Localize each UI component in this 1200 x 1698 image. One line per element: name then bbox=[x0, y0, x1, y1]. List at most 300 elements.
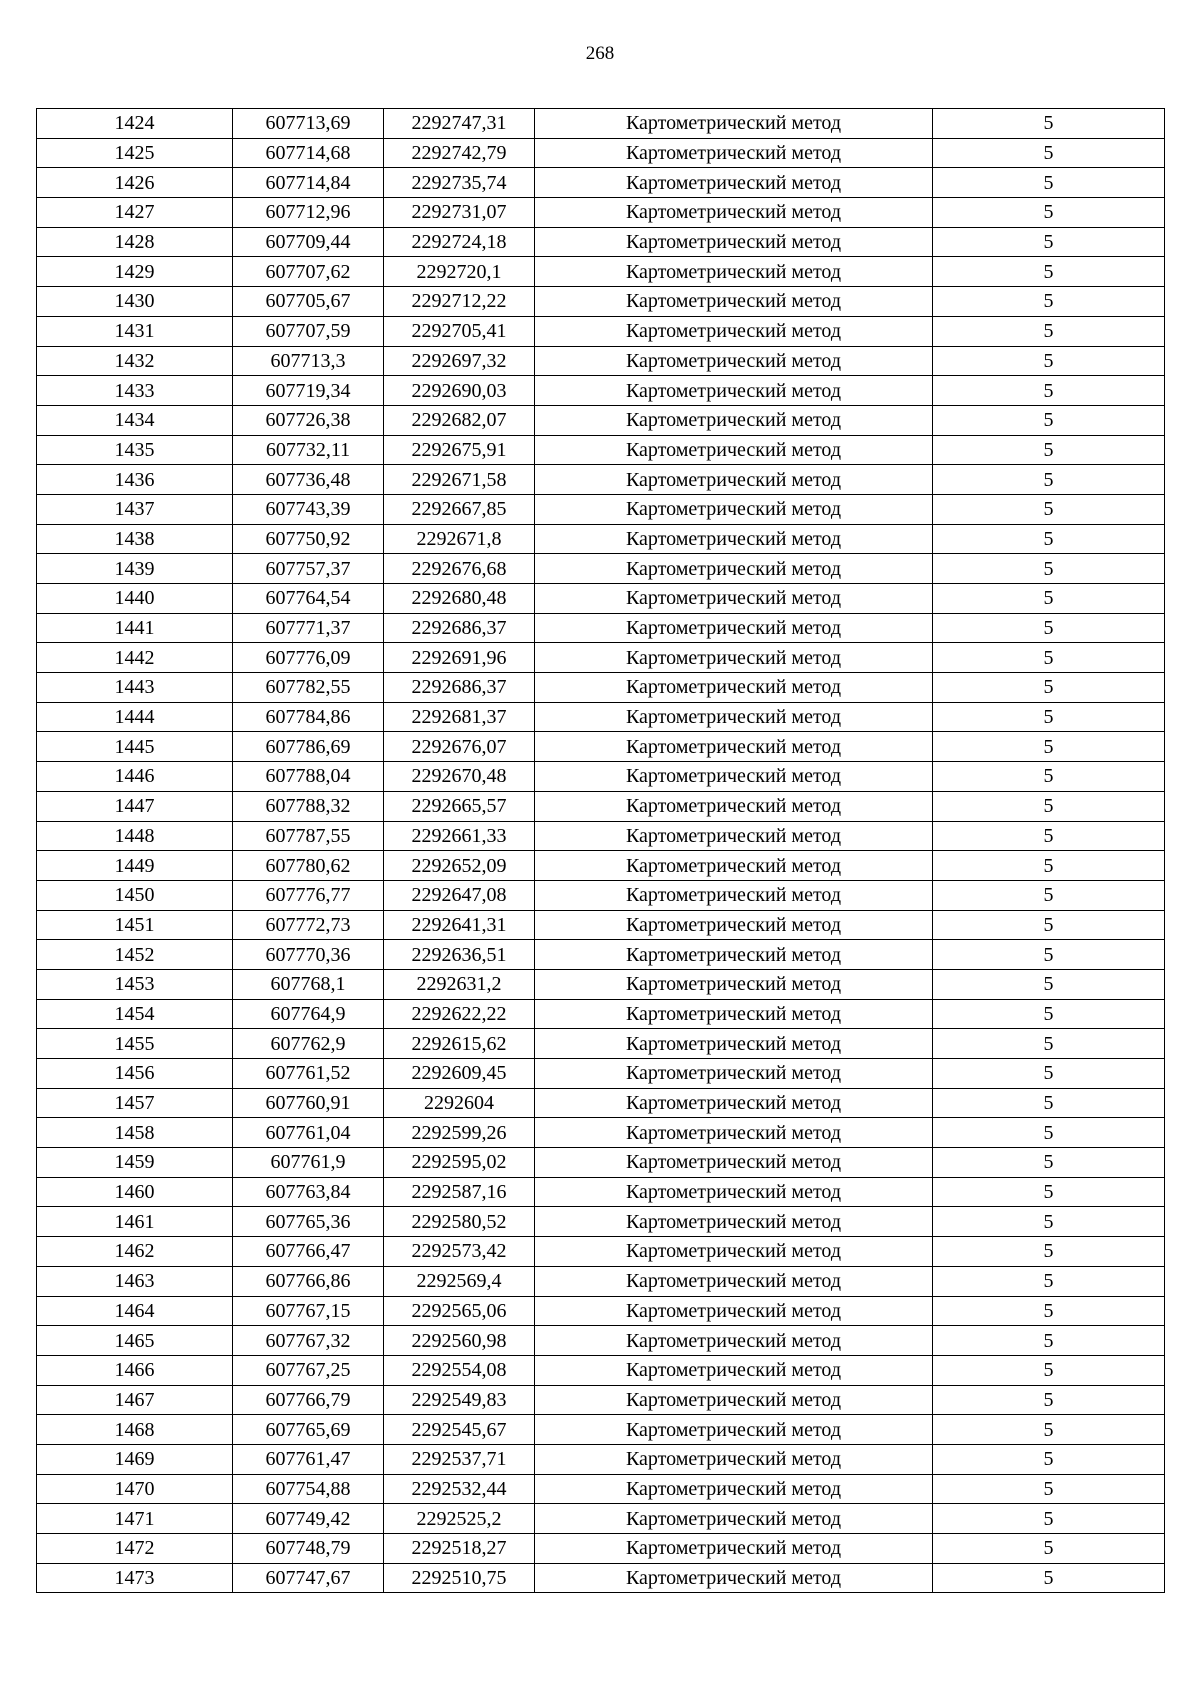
y-coordinate-cell: 2292532,44 bbox=[384, 1474, 535, 1504]
y-coordinate-cell: 2292724,18 bbox=[384, 227, 535, 257]
table-row bbox=[37, 1266, 1165, 1296]
accuracy-cell: 5 bbox=[933, 1504, 1165, 1534]
x-coordinate-cell: 607765,69 bbox=[233, 1415, 384, 1445]
method-cell: Картометрический метод bbox=[535, 316, 933, 346]
accuracy-cell: 5 bbox=[933, 762, 1165, 792]
accuracy-cell: 5 bbox=[933, 1088, 1165, 1118]
method-cell: Картометрический метод bbox=[535, 910, 933, 940]
table-row bbox=[37, 851, 1165, 881]
y-coordinate-cell: 2292554,08 bbox=[384, 1355, 535, 1385]
x-coordinate-cell: 607782,55 bbox=[233, 673, 384, 703]
accuracy-cell: 5 bbox=[933, 999, 1165, 1029]
x-coordinate-cell: 607713,3 bbox=[233, 346, 384, 376]
method-cell: Картометрический метод bbox=[535, 1148, 933, 1178]
y-coordinate-cell: 2292705,41 bbox=[384, 316, 535, 346]
y-coordinate-cell: 2292690,03 bbox=[384, 376, 535, 406]
method-cell: Картометрический метод bbox=[535, 851, 933, 881]
method-cell: Картометрический метод bbox=[535, 762, 933, 792]
accuracy-cell: 5 bbox=[933, 1534, 1165, 1564]
accuracy-cell: 5 bbox=[933, 109, 1165, 139]
point-number-cell: 1428 bbox=[37, 227, 233, 257]
table-row bbox=[37, 405, 1165, 435]
method-cell: Картометрический метод bbox=[535, 1118, 933, 1148]
y-coordinate-cell: 2292647,08 bbox=[384, 880, 535, 910]
point-number-cell: 1430 bbox=[37, 287, 233, 317]
table-body bbox=[37, 109, 1165, 1593]
y-coordinate-cell: 2292549,83 bbox=[384, 1385, 535, 1415]
method-cell: Картометрический метод bbox=[535, 999, 933, 1029]
method-cell: Картометрический метод bbox=[535, 1177, 933, 1207]
x-coordinate-cell: 607761,04 bbox=[233, 1118, 384, 1148]
x-coordinate-cell: 607714,84 bbox=[233, 168, 384, 198]
x-coordinate-cell: 607761,9 bbox=[233, 1148, 384, 1178]
table-row bbox=[37, 227, 1165, 257]
table-row bbox=[37, 702, 1165, 732]
point-number-cell: 1469 bbox=[37, 1444, 233, 1474]
accuracy-cell: 5 bbox=[933, 1148, 1165, 1178]
method-cell: Картометрический метод bbox=[535, 198, 933, 228]
point-number-cell: 1454 bbox=[37, 999, 233, 1029]
method-cell: Картометрический метод bbox=[535, 376, 933, 406]
accuracy-cell: 5 bbox=[933, 198, 1165, 228]
table-row bbox=[37, 1534, 1165, 1564]
x-coordinate-cell: 607732,11 bbox=[233, 435, 384, 465]
point-number-cell: 1467 bbox=[37, 1385, 233, 1415]
method-cell: Картометрический метод bbox=[535, 109, 933, 139]
y-coordinate-cell: 2292622,22 bbox=[384, 999, 535, 1029]
accuracy-cell: 5 bbox=[933, 1177, 1165, 1207]
table-row bbox=[37, 732, 1165, 762]
x-coordinate-cell: 607712,96 bbox=[233, 198, 384, 228]
method-cell: Картометрический метод bbox=[535, 1385, 933, 1415]
point-number-cell: 1470 bbox=[37, 1474, 233, 1504]
y-coordinate-cell: 2292569,4 bbox=[384, 1266, 535, 1296]
method-cell: Картометрический метод bbox=[535, 584, 933, 614]
point-number-cell: 1456 bbox=[37, 1059, 233, 1089]
point-number-cell: 1450 bbox=[37, 880, 233, 910]
table-row bbox=[37, 1029, 1165, 1059]
y-coordinate-cell: 2292675,91 bbox=[384, 435, 535, 465]
method-cell: Картометрический метод bbox=[535, 524, 933, 554]
y-coordinate-cell: 2292604 bbox=[384, 1088, 535, 1118]
method-cell: Картометрический метод bbox=[535, 1266, 933, 1296]
table-row bbox=[37, 1504, 1165, 1534]
method-cell: Картометрический метод bbox=[535, 1444, 933, 1474]
y-coordinate-cell: 2292615,62 bbox=[384, 1029, 535, 1059]
y-coordinate-cell: 2292731,07 bbox=[384, 198, 535, 228]
table-row bbox=[37, 910, 1165, 940]
accuracy-cell: 5 bbox=[933, 732, 1165, 762]
point-number-cell: 1468 bbox=[37, 1415, 233, 1445]
accuracy-cell: 5 bbox=[933, 554, 1165, 584]
y-coordinate-cell: 2292720,1 bbox=[384, 257, 535, 287]
method-cell: Картометрический метод bbox=[535, 465, 933, 495]
method-cell: Картометрический метод bbox=[535, 1059, 933, 1089]
x-coordinate-cell: 607767,32 bbox=[233, 1326, 384, 1356]
accuracy-cell: 5 bbox=[933, 346, 1165, 376]
x-coordinate-cell: 607750,92 bbox=[233, 524, 384, 554]
accuracy-cell: 5 bbox=[933, 821, 1165, 851]
accuracy-cell: 5 bbox=[933, 524, 1165, 554]
x-coordinate-cell: 607760,91 bbox=[233, 1088, 384, 1118]
table-row bbox=[37, 198, 1165, 228]
x-coordinate-cell: 607764,9 bbox=[233, 999, 384, 1029]
accuracy-cell: 5 bbox=[933, 435, 1165, 465]
x-coordinate-cell: 607707,59 bbox=[233, 316, 384, 346]
accuracy-cell: 5 bbox=[933, 257, 1165, 287]
point-number-cell: 1439 bbox=[37, 554, 233, 584]
method-cell: Картометрический метод bbox=[535, 494, 933, 524]
accuracy-cell: 5 bbox=[933, 613, 1165, 643]
method-cell: Картометрический метод bbox=[535, 1326, 933, 1356]
y-coordinate-cell: 2292641,31 bbox=[384, 910, 535, 940]
point-number-cell: 1432 bbox=[37, 346, 233, 376]
accuracy-cell: 5 bbox=[933, 1296, 1165, 1326]
method-cell: Картометрический метод bbox=[535, 1029, 933, 1059]
x-coordinate-cell: 607776,77 bbox=[233, 880, 384, 910]
x-coordinate-cell: 607767,25 bbox=[233, 1355, 384, 1385]
method-cell: Картометрический метод bbox=[535, 1296, 933, 1326]
x-coordinate-cell: 607754,88 bbox=[233, 1474, 384, 1504]
accuracy-cell: 5 bbox=[933, 405, 1165, 435]
table-row bbox=[37, 584, 1165, 614]
y-coordinate-cell: 2292525,2 bbox=[384, 1504, 535, 1534]
x-coordinate-cell: 607768,1 bbox=[233, 969, 384, 999]
point-number-cell: 1448 bbox=[37, 821, 233, 851]
point-number-cell: 1465 bbox=[37, 1326, 233, 1356]
table-row bbox=[37, 1415, 1165, 1445]
y-coordinate-cell: 2292691,96 bbox=[384, 643, 535, 673]
accuracy-cell: 5 bbox=[933, 1207, 1165, 1237]
x-coordinate-cell: 607749,42 bbox=[233, 1504, 384, 1534]
accuracy-cell: 5 bbox=[933, 1474, 1165, 1504]
y-coordinate-cell: 2292697,32 bbox=[384, 346, 535, 376]
point-number-cell: 1463 bbox=[37, 1266, 233, 1296]
y-coordinate-cell: 2292661,33 bbox=[384, 821, 535, 851]
table-row bbox=[37, 109, 1165, 139]
x-coordinate-cell: 607761,47 bbox=[233, 1444, 384, 1474]
point-number-cell: 1457 bbox=[37, 1088, 233, 1118]
y-coordinate-cell: 2292686,37 bbox=[384, 673, 535, 703]
method-cell: Картометрический метод bbox=[535, 1415, 933, 1445]
table-row bbox=[37, 287, 1165, 317]
y-coordinate-cell: 2292670,48 bbox=[384, 762, 535, 792]
point-number-cell: 1471 bbox=[37, 1504, 233, 1534]
x-coordinate-cell: 607784,86 bbox=[233, 702, 384, 732]
x-coordinate-cell: 607761,52 bbox=[233, 1059, 384, 1089]
x-coordinate-cell: 607776,09 bbox=[233, 643, 384, 673]
y-coordinate-cell: 2292742,79 bbox=[384, 138, 535, 168]
point-number-cell: 1443 bbox=[37, 673, 233, 703]
y-coordinate-cell: 2292682,07 bbox=[384, 405, 535, 435]
table-row bbox=[37, 1059, 1165, 1089]
table-row bbox=[37, 673, 1165, 703]
accuracy-cell: 5 bbox=[933, 702, 1165, 732]
y-coordinate-cell: 2292599,26 bbox=[384, 1118, 535, 1148]
x-coordinate-cell: 607788,32 bbox=[233, 791, 384, 821]
table-row bbox=[37, 1148, 1165, 1178]
method-cell: Картометрический метод bbox=[535, 613, 933, 643]
x-coordinate-cell: 607762,9 bbox=[233, 1029, 384, 1059]
accuracy-cell: 5 bbox=[933, 1266, 1165, 1296]
y-coordinate-cell: 2292671,58 bbox=[384, 465, 535, 495]
y-coordinate-cell: 2292735,74 bbox=[384, 168, 535, 198]
y-coordinate-cell: 2292676,07 bbox=[384, 732, 535, 762]
table-row bbox=[37, 1177, 1165, 1207]
accuracy-cell: 5 bbox=[933, 880, 1165, 910]
y-coordinate-cell: 2292565,06 bbox=[384, 1296, 535, 1326]
point-number-cell: 1438 bbox=[37, 524, 233, 554]
x-coordinate-cell: 607743,39 bbox=[233, 494, 384, 524]
point-number-cell: 1445 bbox=[37, 732, 233, 762]
point-number-cell: 1434 bbox=[37, 405, 233, 435]
method-cell: Картометрический метод bbox=[535, 227, 933, 257]
accuracy-cell: 5 bbox=[933, 1563, 1165, 1593]
point-number-cell: 1429 bbox=[37, 257, 233, 287]
table-row bbox=[37, 1237, 1165, 1267]
x-coordinate-cell: 607719,34 bbox=[233, 376, 384, 406]
y-coordinate-cell: 2292537,71 bbox=[384, 1444, 535, 1474]
table-row bbox=[37, 1088, 1165, 1118]
point-number-cell: 1442 bbox=[37, 643, 233, 673]
point-number-cell: 1461 bbox=[37, 1207, 233, 1237]
table-row bbox=[37, 524, 1165, 554]
point-number-cell: 1437 bbox=[37, 494, 233, 524]
accuracy-cell: 5 bbox=[933, 1326, 1165, 1356]
method-cell: Картометрический метод bbox=[535, 969, 933, 999]
table-row bbox=[37, 376, 1165, 406]
accuracy-cell: 5 bbox=[933, 138, 1165, 168]
accuracy-cell: 5 bbox=[933, 1118, 1165, 1148]
x-coordinate-cell: 607707,62 bbox=[233, 257, 384, 287]
table-row bbox=[37, 1444, 1165, 1474]
accuracy-cell: 5 bbox=[933, 1444, 1165, 1474]
accuracy-cell: 5 bbox=[933, 494, 1165, 524]
method-cell: Картометрический метод bbox=[535, 1237, 933, 1267]
y-coordinate-cell: 2292676,68 bbox=[384, 554, 535, 584]
x-coordinate-cell: 607747,67 bbox=[233, 1563, 384, 1593]
method-cell: Картометрический метод bbox=[535, 1504, 933, 1534]
table-row bbox=[37, 999, 1165, 1029]
accuracy-cell: 5 bbox=[933, 910, 1165, 940]
x-coordinate-cell: 607714,68 bbox=[233, 138, 384, 168]
point-number-cell: 1431 bbox=[37, 316, 233, 346]
point-number-cell: 1472 bbox=[37, 1534, 233, 1564]
accuracy-cell: 5 bbox=[933, 1059, 1165, 1089]
y-coordinate-cell: 2292636,51 bbox=[384, 940, 535, 970]
point-number-cell: 1464 bbox=[37, 1296, 233, 1326]
method-cell: Картометрический метод bbox=[535, 940, 933, 970]
x-coordinate-cell: 607787,55 bbox=[233, 821, 384, 851]
x-coordinate-cell: 607767,15 bbox=[233, 1296, 384, 1326]
x-coordinate-cell: 607780,62 bbox=[233, 851, 384, 881]
accuracy-cell: 5 bbox=[933, 316, 1165, 346]
point-number-cell: 1440 bbox=[37, 584, 233, 614]
table-row bbox=[37, 257, 1165, 287]
accuracy-cell: 5 bbox=[933, 969, 1165, 999]
method-cell: Картометрический метод bbox=[535, 1355, 933, 1385]
y-coordinate-cell: 2292595,02 bbox=[384, 1148, 535, 1178]
table-row bbox=[37, 1355, 1165, 1385]
table-row bbox=[37, 1563, 1165, 1593]
y-coordinate-cell: 2292712,22 bbox=[384, 287, 535, 317]
table-row bbox=[37, 1326, 1165, 1356]
method-cell: Картометрический метод bbox=[535, 168, 933, 198]
method-cell: Картометрический метод bbox=[535, 1474, 933, 1504]
method-cell: Картометрический метод bbox=[535, 138, 933, 168]
accuracy-cell: 5 bbox=[933, 1355, 1165, 1385]
method-cell: Картометрический метод bbox=[535, 554, 933, 584]
y-coordinate-cell: 2292609,45 bbox=[384, 1059, 535, 1089]
method-cell: Картометрический метод bbox=[535, 880, 933, 910]
table-row bbox=[37, 494, 1165, 524]
point-number-cell: 1433 bbox=[37, 376, 233, 406]
point-number-cell: 1459 bbox=[37, 1148, 233, 1178]
accuracy-cell: 5 bbox=[933, 168, 1165, 198]
method-cell: Картометрический метод bbox=[535, 1534, 933, 1564]
point-number-cell: 1441 bbox=[37, 613, 233, 643]
method-cell: Картометрический метод bbox=[535, 821, 933, 851]
x-coordinate-cell: 607763,84 bbox=[233, 1177, 384, 1207]
table-row bbox=[37, 1385, 1165, 1415]
y-coordinate-cell: 2292680,48 bbox=[384, 584, 535, 614]
table-row bbox=[37, 1207, 1165, 1237]
y-coordinate-cell: 2292681,37 bbox=[384, 702, 535, 732]
table-row bbox=[37, 346, 1165, 376]
table-row bbox=[37, 940, 1165, 970]
point-number-cell: 1436 bbox=[37, 465, 233, 495]
point-number-cell: 1424 bbox=[37, 109, 233, 139]
table-row bbox=[37, 643, 1165, 673]
y-coordinate-cell: 2292652,09 bbox=[384, 851, 535, 881]
point-number-cell: 1462 bbox=[37, 1237, 233, 1267]
point-number-cell: 1447 bbox=[37, 791, 233, 821]
x-coordinate-cell: 607709,44 bbox=[233, 227, 384, 257]
method-cell: Картометрический метод bbox=[535, 346, 933, 376]
method-cell: Картометрический метод bbox=[535, 435, 933, 465]
point-number-cell: 1460 bbox=[37, 1177, 233, 1207]
y-coordinate-cell: 2292518,27 bbox=[384, 1534, 535, 1564]
accuracy-cell: 5 bbox=[933, 1385, 1165, 1415]
method-cell: Картометрический метод bbox=[535, 257, 933, 287]
table-row bbox=[37, 969, 1165, 999]
x-coordinate-cell: 607736,48 bbox=[233, 465, 384, 495]
accuracy-cell: 5 bbox=[933, 1029, 1165, 1059]
y-coordinate-cell: 2292686,37 bbox=[384, 613, 535, 643]
x-coordinate-cell: 607788,04 bbox=[233, 762, 384, 792]
method-cell: Картометрический метод bbox=[535, 673, 933, 703]
y-coordinate-cell: 2292545,67 bbox=[384, 1415, 535, 1445]
accuracy-cell: 5 bbox=[933, 673, 1165, 703]
method-cell: Картометрический метод bbox=[535, 702, 933, 732]
y-coordinate-cell: 2292573,42 bbox=[384, 1237, 535, 1267]
point-number-cell: 1449 bbox=[37, 851, 233, 881]
x-coordinate-cell: 607786,69 bbox=[233, 732, 384, 762]
table-row bbox=[37, 316, 1165, 346]
table-row bbox=[37, 791, 1165, 821]
table-row bbox=[37, 1474, 1165, 1504]
table-row bbox=[37, 762, 1165, 792]
point-number-cell: 1444 bbox=[37, 702, 233, 732]
point-number-cell: 1446 bbox=[37, 762, 233, 792]
accuracy-cell: 5 bbox=[933, 1415, 1165, 1445]
x-coordinate-cell: 607705,67 bbox=[233, 287, 384, 317]
accuracy-cell: 5 bbox=[933, 940, 1165, 970]
page-number: 268 bbox=[585, 43, 615, 64]
point-number-cell: 1426 bbox=[37, 168, 233, 198]
accuracy-cell: 5 bbox=[933, 584, 1165, 614]
x-coordinate-cell: 607713,69 bbox=[233, 109, 384, 139]
x-coordinate-cell: 607766,86 bbox=[233, 1266, 384, 1296]
method-cell: Картометрический метод bbox=[535, 287, 933, 317]
x-coordinate-cell: 607765,36 bbox=[233, 1207, 384, 1237]
accuracy-cell: 5 bbox=[933, 791, 1165, 821]
accuracy-cell: 5 bbox=[933, 851, 1165, 881]
table-row bbox=[37, 168, 1165, 198]
table-row bbox=[37, 435, 1165, 465]
accuracy-cell: 5 bbox=[933, 643, 1165, 673]
method-cell: Картометрический метод bbox=[535, 732, 933, 762]
point-number-cell: 1455 bbox=[37, 1029, 233, 1059]
x-coordinate-cell: 607771,37 bbox=[233, 613, 384, 643]
y-coordinate-cell: 2292747,31 bbox=[384, 109, 535, 139]
table-row bbox=[37, 1118, 1165, 1148]
point-number-cell: 1435 bbox=[37, 435, 233, 465]
accuracy-cell: 5 bbox=[933, 376, 1165, 406]
method-cell: Картометрический метод bbox=[535, 1207, 933, 1237]
y-coordinate-cell: 2292580,52 bbox=[384, 1207, 535, 1237]
accuracy-cell: 5 bbox=[933, 465, 1165, 495]
point-number-cell: 1451 bbox=[37, 910, 233, 940]
point-number-cell: 1427 bbox=[37, 198, 233, 228]
y-coordinate-cell: 2292560,98 bbox=[384, 1326, 535, 1356]
x-coordinate-cell: 607770,36 bbox=[233, 940, 384, 970]
point-number-cell: 1473 bbox=[37, 1563, 233, 1593]
x-coordinate-cell: 607748,79 bbox=[233, 1534, 384, 1564]
accuracy-cell: 5 bbox=[933, 227, 1165, 257]
point-number-cell: 1453 bbox=[37, 969, 233, 999]
x-coordinate-cell: 607726,38 bbox=[233, 405, 384, 435]
y-coordinate-cell: 2292510,75 bbox=[384, 1563, 535, 1593]
x-coordinate-cell: 607766,47 bbox=[233, 1237, 384, 1267]
table-row bbox=[37, 1296, 1165, 1326]
table-row bbox=[37, 465, 1165, 495]
y-coordinate-cell: 2292667,85 bbox=[384, 494, 535, 524]
table-row bbox=[37, 821, 1165, 851]
method-cell: Картометрический метод bbox=[535, 791, 933, 821]
method-cell: Картометрический метод bbox=[535, 405, 933, 435]
point-number-cell: 1466 bbox=[37, 1355, 233, 1385]
x-coordinate-cell: 607764,54 bbox=[233, 584, 384, 614]
x-coordinate-cell: 607766,79 bbox=[233, 1385, 384, 1415]
point-number-cell: 1458 bbox=[37, 1118, 233, 1148]
x-coordinate-cell: 607772,73 bbox=[233, 910, 384, 940]
table-row bbox=[37, 138, 1165, 168]
point-number-cell: 1452 bbox=[37, 940, 233, 970]
y-coordinate-cell: 2292665,57 bbox=[384, 791, 535, 821]
table-row bbox=[37, 613, 1165, 643]
x-coordinate-cell: 607757,37 bbox=[233, 554, 384, 584]
table-row bbox=[37, 880, 1165, 910]
coordinates-table bbox=[36, 108, 1165, 1593]
accuracy-cell: 5 bbox=[933, 1237, 1165, 1267]
method-cell: Картометрический метод bbox=[535, 1088, 933, 1118]
y-coordinate-cell: 2292587,16 bbox=[384, 1177, 535, 1207]
point-number-cell: 1425 bbox=[37, 138, 233, 168]
y-coordinate-cell: 2292671,8 bbox=[384, 524, 535, 554]
table-row bbox=[37, 554, 1165, 584]
method-cell: Картометрический метод bbox=[535, 1563, 933, 1593]
